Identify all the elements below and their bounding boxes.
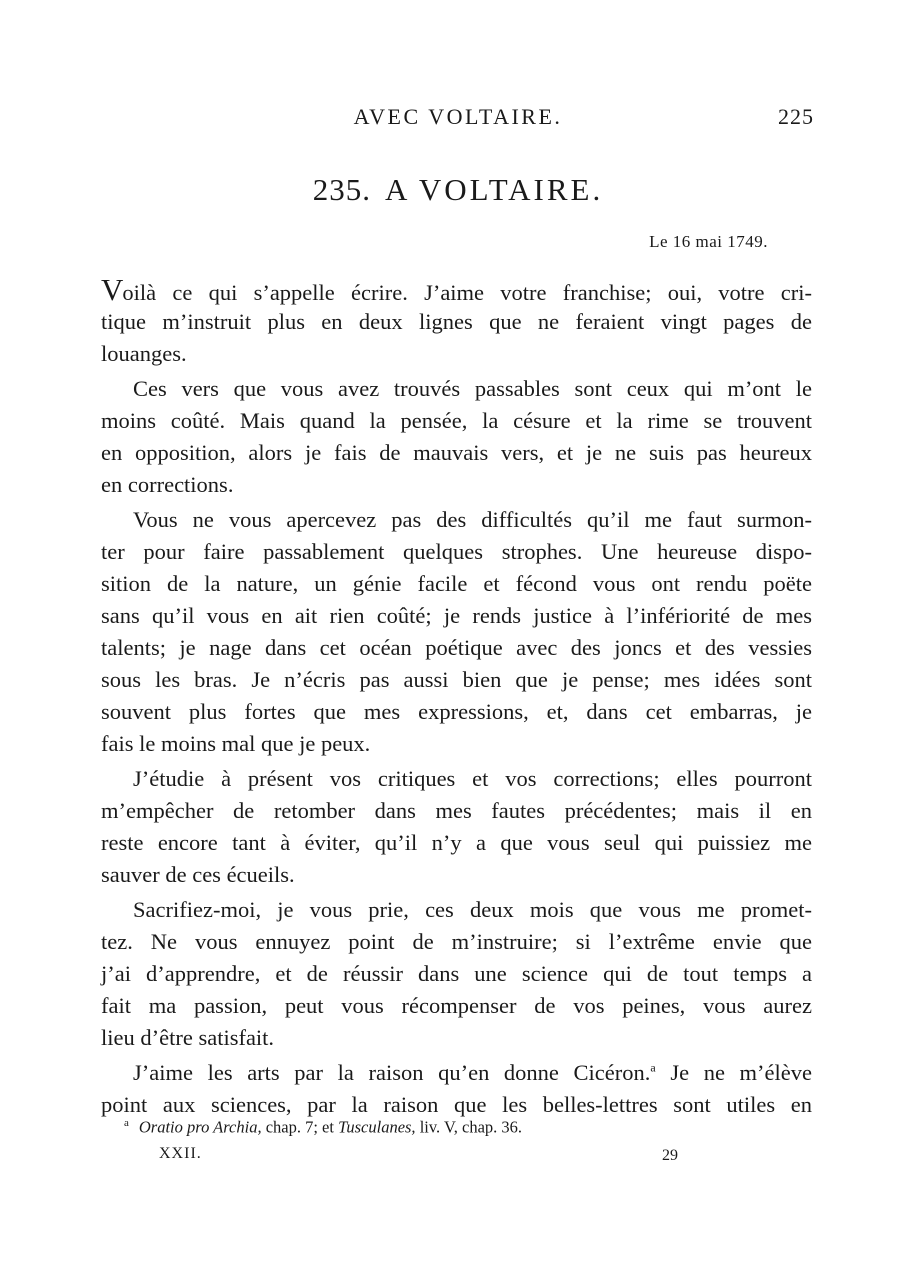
text-line: tez. Ne vous ennuyez point de m’instruire; si l’extrême envie que (101, 929, 812, 954)
drop-cap: V (101, 272, 123, 307)
text-line: sition de la nature, un génie facile et fécond vous ont rendu poëte (101, 571, 812, 596)
text-line: reste encore tant à éviter, qu’il n’y a que vous seul qui puissiez me (101, 830, 812, 855)
paragraph-3 (101, 504, 812, 760)
text-line: en corrections. (101, 472, 234, 497)
paragraph-1 (101, 274, 812, 370)
footnote: $^a$ Oratio pro Archia, chap. 7; et Tusculanes, liv. V, chap. 36. (124, 1117, 523, 1137)
text-line: J’étudie à présent vos critiques et vos corrections; elles pourront (133, 766, 812, 791)
letter-body (101, 274, 812, 1124)
text-line: sauver de ces écueils. (101, 862, 295, 887)
paragraph-5 (101, 894, 812, 1054)
text-line: point aux sciences, par la raison que les belles-lettres sont utiles en (101, 1092, 812, 1117)
text-line: moins coûté. Mais quand la pensée, la césure et la rime se trouvent (101, 408, 812, 433)
text-line: lieu d’être satisfait. (101, 1025, 275, 1050)
running-head (0, 104, 900, 134)
letter-title: A VOLTAIRE. (384, 172, 604, 207)
text-line: sans qu’il vous en ait rien coûté; je rends justice à l’infériorité de mes (101, 603, 812, 628)
footnote-work: Tusculanes, (338, 1117, 416, 1137)
text-line: sous les bras. Je n’écris pas aussi bien que je pense; mes idées sont (101, 667, 812, 692)
text-line: Sacrifiez-moi, je vous prie, ces deux mois que vous me promet- (133, 897, 812, 922)
text-line: Voilà ce qui s’appelle écrire. J’aime votre franchise; oui, votre cri- (101, 272, 812, 307)
text-line: talents; je nage dans cet océan poétique avec des joncs et des vessies (101, 635, 812, 660)
text-line: tique m’instruit plus en deux lignes que ne feraient vingt pages de (101, 309, 812, 334)
footnote-reference: a (650, 1060, 656, 1075)
text-line: ter pour faire passablement quelques strophes. Une heureuse dispo- (101, 539, 812, 564)
text-line: Vous ne vous apercevez pas des difficultés qu’il me faut surmon- (133, 507, 812, 532)
text-line: en opposition, alors je fais de mauvais vers, et je ne suis pas heureux (101, 440, 812, 465)
letter-date: Le 16 mai 1749. (649, 232, 768, 251)
running-title: AVEC VOLTAIRE. (353, 104, 563, 129)
text-line: Ces vers que vous avez trouvés passables sont ceux qui m’ont le (133, 376, 812, 401)
paragraph-4 (101, 763, 812, 891)
letter-number: 235. (312, 172, 371, 207)
text-line: fais le moins mal que je peux. (101, 731, 371, 756)
sheet-number: 29 (662, 1147, 678, 1164)
paragraph-2 (101, 373, 812, 501)
page-number: 225 (778, 104, 814, 129)
text-line: fait ma passion, peut vous récompenser de vos peines, vous aurez (101, 993, 812, 1018)
text-line: J’aime les arts par la raison qu’en donne Cicéron.$^a$ Je ne m’élève (133, 1060, 813, 1085)
text-line: m’empêcher de retomber dans mes fautes précédentes; mais il en (101, 798, 812, 823)
signature-mark: XXII. (159, 1145, 202, 1162)
text-line: louanges. (101, 341, 187, 366)
footnote-work: Oratio pro Archia, (138, 1117, 262, 1137)
footnote-mark: a (124, 1117, 129, 1129)
text-line: souvent plus fortes que mes expressions, et, dans cet embarras, je (101, 699, 812, 724)
text-line: j’ai d’apprendre, et de réussir dans une science qui de tout temps a (101, 961, 812, 986)
letter-heading (0, 172, 900, 208)
